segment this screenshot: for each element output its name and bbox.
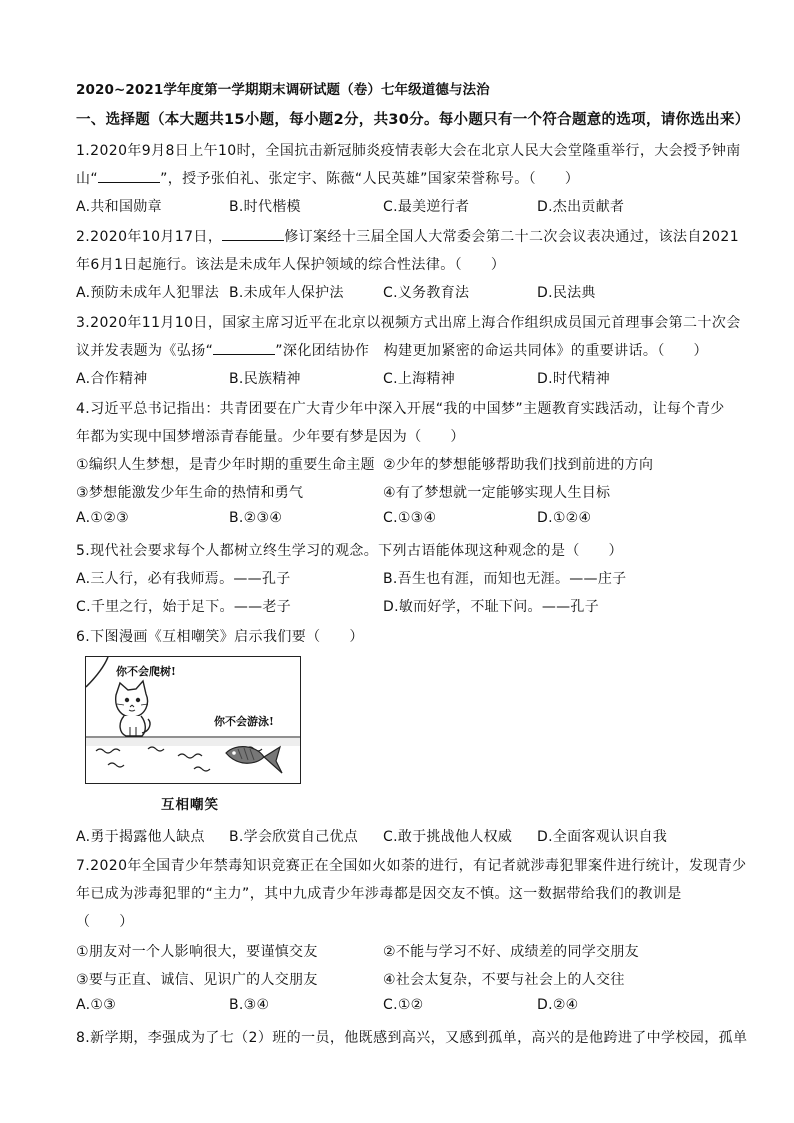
- section-header: 一、选择题（本大题共15小题，每小题2分，共30分。每小题只有一个符合题意的选项，请你选出来）: [76, 112, 750, 128]
- exam-title: 2020~2021学年度第一学期期末调研试题（卷）七年级道德与法治: [76, 82, 490, 98]
- cat-speech: 你不会爬树!: [116, 665, 176, 678]
- q6-stem-line1: 6.下图漫画《互相嘲笑》启示我们要（ ）: [76, 629, 364, 645]
- q2-option-c[interactable]: C.义务教育法: [383, 285, 470, 301]
- q3-answer-blank: [213, 340, 275, 355]
- q7-stem-line3: （ ）: [76, 914, 134, 930]
- q2-stem-line2: 年6月1日起施行。该法是未成年人保护领域的综合性法律。（ ）: [76, 257, 506, 273]
- q3-option-b[interactable]: B.民族精神: [229, 371, 301, 387]
- q6-option-a[interactable]: A.勇于揭露他人缺点: [76, 829, 205, 845]
- q2-option-a[interactable]: A.预防未成年人犯罪法: [76, 285, 220, 301]
- q1-stem-line1: 1.2020年9月8日上午10时，全国抗击新冠肺炎疫情表彰大会在北京人民大会堂隆重举行，大会授予钟南: [76, 143, 741, 159]
- q2-option-b[interactable]: B.未成年人保护法: [229, 285, 344, 301]
- q3-stem-line2: [76, 340, 708, 360]
- q8-stem-line1: 8.新学期，李强成为了七（2）班的一员，他既感到高兴，又感到孤单，高兴的是他跨进了中学校园，孤单: [76, 1030, 748, 1046]
- q6-option-d[interactable]: D.全面客观认识自我: [537, 829, 668, 845]
- q2-answer-blank: [222, 226, 284, 241]
- q4-statement-4: ④有了梦想就一定能够实现人生目标: [383, 485, 611, 501]
- q3-stem-line2-start: 议并发表题为《弘扬“: [76, 343, 214, 359]
- q1-stem-line2-end: ”，授予张伯礼、张定宇、陈薇“人民英雄”国家荣誉称号。（ ）: [160, 171, 580, 187]
- q7-option-a[interactable]: A.①③: [76, 997, 117, 1013]
- q4-statement-3: ③梦想能激发少年生命的热情和勇气: [76, 485, 304, 501]
- fish-drawing: [226, 747, 282, 773]
- q3-option-a[interactable]: A.合作精神: [76, 371, 148, 387]
- fish-speech: 你不会游泳!: [214, 715, 274, 728]
- q3-option-d[interactable]: D.时代精神: [537, 371, 611, 387]
- q7-option-b[interactable]: B.③④: [229, 997, 270, 1013]
- q4-statement-2: ②少年的梦想能够帮助我们找到前进的方向: [383, 457, 654, 473]
- q4-stem-line1: 4.习近平总书记指出：共青团要在广大青少年中深入开展“我的中国梦”主题教育实践活动，让每个青少: [76, 401, 725, 417]
- q1-option-d[interactable]: D.杰出贡献者: [537, 199, 625, 215]
- q7-stem-line2: 年已成为涉毒犯罪的“主力”，其中九成青少年涉毒都是因交友不慎。这一数据带给我们的教训是: [76, 886, 682, 902]
- q2-stem-line1: [76, 226, 739, 246]
- cat-drawing: [116, 681, 150, 736]
- q1-answer-blank: [98, 168, 160, 183]
- q4-option-a[interactable]: A.①②③: [76, 510, 129, 526]
- q6-option-c[interactable]: C.敢于挑战他人权威: [383, 829, 513, 845]
- comic-illustration: [85, 656, 301, 784]
- q1-option-b[interactable]: B.时代楷模: [229, 199, 301, 215]
- q4-option-d[interactable]: D.①②④: [537, 510, 592, 526]
- q6-option-b[interactable]: B.学会欣赏自己优点: [229, 829, 359, 845]
- q3-stem-line1: 3.2020年11月10日，国家主席习近平在北京以视频方式出席上海合作组织成员国元首理事会第二十次会: [76, 315, 741, 331]
- q4-option-b[interactable]: B.②③④: [229, 510, 283, 526]
- q5-stem-line1: 5.现代社会要求每个人都树立终生学习的观念。下列古语能体现这种观念的是（ ）: [76, 543, 623, 559]
- q1-option-a[interactable]: A.共和国勋章: [76, 199, 162, 215]
- q1-stem-line2-start: 山“: [76, 171, 99, 187]
- q7-stem-line1: 7.2020年全国青少年禁毒知识竞赛正在全国如火如荼的进行，有记者就涉毒犯罪案件进行统计，发现青少: [76, 858, 747, 874]
- q4-option-c[interactable]: C.①③④: [383, 510, 437, 526]
- q5-option-d[interactable]: D.敏而好学，不耻下问。——孔子: [383, 599, 600, 615]
- q7-statement-4: ④社会太复杂，不要与社会上的人交往: [383, 972, 625, 988]
- q2-stem-line1-end: 修订案经十三届全国人大常委会第二十二次会议表决通过，该法自2021: [284, 229, 740, 245]
- q1-option-c[interactable]: C.最美逆行者: [383, 199, 470, 215]
- q7-option-c[interactable]: C.①②: [383, 997, 424, 1013]
- q7-option-d[interactable]: D.②④: [537, 997, 579, 1013]
- q4-statement-1: ①编织人生梦想，是青少年时期的重要生命主题: [76, 457, 375, 473]
- q5-option-c[interactable]: C.千里之行，始于足下。——老子: [76, 599, 292, 615]
- comic-caption: 互相嘲笑: [161, 797, 219, 813]
- q5-option-b[interactable]: B.吾生也有涯，而知也无涯。——庄子: [383, 571, 627, 587]
- q7-statement-2: ②不能与学习不好、成绩差的同学交朋友: [383, 944, 639, 960]
- q2-stem-line1-start: 2.2020年10月17日，: [76, 229, 223, 245]
- q2-option-d[interactable]: D.民法典: [537, 285, 596, 301]
- q5-option-a[interactable]: A.三人行，必有我师焉。——孔子: [76, 571, 291, 587]
- q3-option-c[interactable]: C.上海精神: [383, 371, 456, 387]
- q7-statement-3: ③要与正直、诚信、见识广的人交朋友: [76, 972, 318, 988]
- q1-stem-line2: [76, 168, 579, 188]
- q3-stem-line2-end: ”深化团结协作 构建更加紧密的命运共同体》的重要讲话。（ ）: [275, 343, 708, 359]
- q4-stem-line2: 年都为实现中国梦增添青春能量。少年要有梦是因为（ ）: [76, 429, 465, 445]
- q7-statement-1: ①朋友对一个人影响很大，要谨慎交友: [76, 944, 318, 960]
